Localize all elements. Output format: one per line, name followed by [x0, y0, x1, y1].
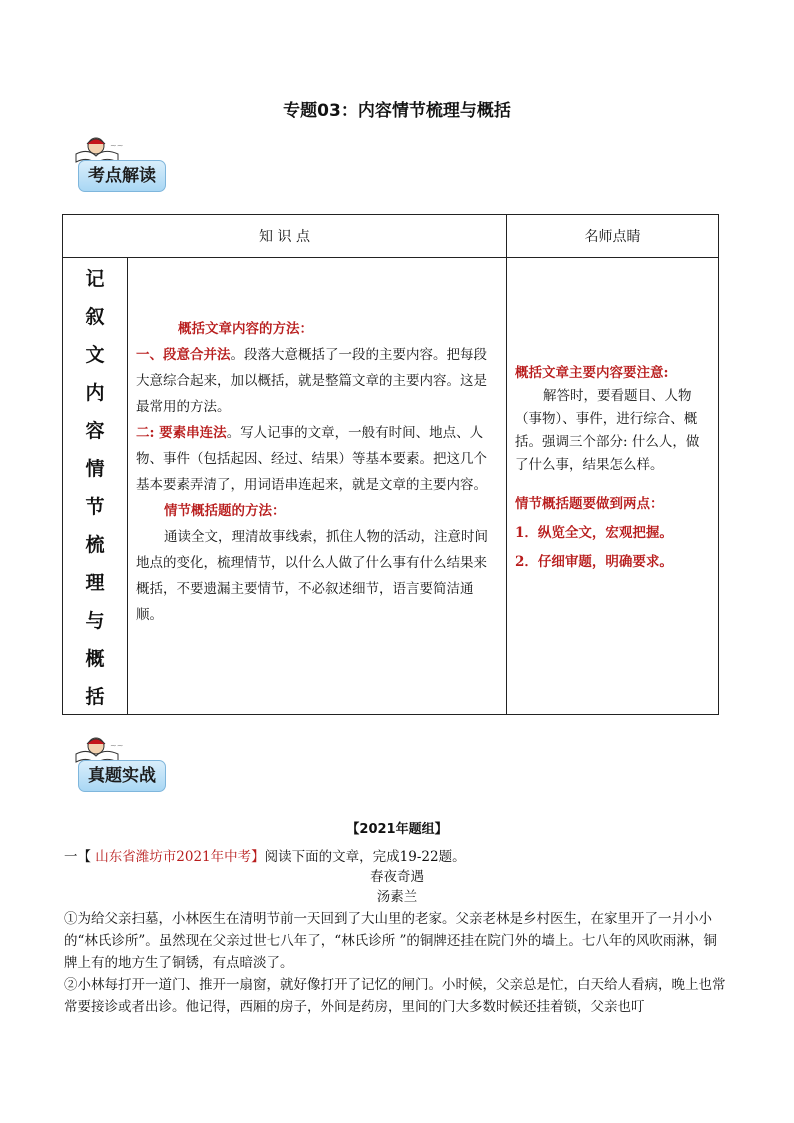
section-banner-kaodian	[70, 134, 170, 192]
vertical-char: 文	[85, 344, 105, 366]
year-group-heading: 【2021年题组】	[346, 822, 448, 837]
knowledge-table	[62, 214, 719, 715]
knowledge-cell	[128, 258, 507, 715]
vertical-char: 括	[85, 686, 105, 708]
story-title: 春夜奇遇	[370, 869, 424, 885]
svg-text:~~: ~~	[110, 741, 124, 750]
vertical-char: 容	[85, 420, 105, 442]
svg-text:~~: ~~	[110, 141, 124, 150]
vertical-topic-cell	[63, 258, 128, 715]
knowledge-heading-2: 情节概括题的方法：	[164, 503, 286, 519]
knowledge-heading-1: 概括文章内容的方法：	[178, 321, 313, 337]
story-paragraph-2: ②小林每打开一道门、推开一扇窗，就好像打开了记忆的闸门。小时候，父亲总是忙，白天给人看病，晚上也常常要接诊或者出诊。他记得，西厢的房子，外间是药房，里间的门大多数时候还挂着锁，父亲也叮	[64, 977, 726, 1015]
vertical-char: 叙	[85, 306, 105, 328]
vertical-char: 内	[85, 382, 105, 404]
section-banner-zhenti	[70, 734, 170, 792]
vertical-char: 理	[85, 572, 105, 594]
banner-label: 真题实战	[78, 760, 166, 792]
vertical-char: 节	[85, 496, 105, 518]
vertical-char: 梳	[85, 534, 105, 556]
tips-heading-2: 情节概括题要做到两点：	[515, 496, 664, 512]
question-source: 山东省潍坊市2021年中考】	[91, 849, 265, 865]
header-tips: 名师点睛	[507, 215, 719, 258]
tips-item-2: 2．仔细审题，明确要求。	[515, 554, 673, 570]
vertical-char: 概	[85, 648, 105, 670]
question-intro: 一【 山东省潍坊市2021年中考】阅读下面的文章，完成19-22题。	[64, 849, 466, 865]
tips-paragraph-1: 解答时，要看题目、人物（事物）、事件，进行综合、概括。强调三个部分: 什么人，做了什么事，结果怎么样。	[515, 388, 700, 473]
knowledge-paragraph-1: 一、段意合并法。段落大意概括了一段的主要内容。把每段大意综合起来，加以概括，就是整篇文章的主要内容。这是最常用的方法。	[136, 347, 487, 415]
vertical-char: 与	[85, 610, 105, 632]
tips-heading-1: 概括文章主要内容要注意:	[515, 365, 669, 381]
method-label-1: 一、段意合并法	[136, 347, 231, 363]
story-author: 汤素兰	[376, 889, 418, 905]
vertical-char: 记	[85, 268, 105, 290]
tips-item-1: 1．纵览全文，宏观把握。	[515, 525, 673, 541]
vertical-char: 情	[85, 458, 105, 480]
method-label-2: 二: 要素串连法	[136, 425, 227, 441]
page-title: 专题03：内容情节梳理与概括	[283, 101, 511, 121]
tips-cell	[507, 258, 719, 715]
header-knowledge: 知 识 点	[63, 215, 507, 258]
banner-label: 考点解读	[78, 160, 166, 192]
knowledge-paragraph-3: 通读全文，理清故事线索，抓住人物的活动，注意时间地点的变化，梳理情节，以什么人做了什么事有什么结果来概括，不要遗漏主要情节，不必叙述细节，语言要简洁通顺。	[136, 529, 488, 623]
story-paragraph-1: ①为给父亲扫墓，小林医生在清明节前一天回到了大山里的老家。父亲老林是乡村医生，在家里开了一爿小小的“林氏诊所”。虽然现在父亲过世七八年了，“林氏诊所 ”的铜牌还挂在院门外的墙上。七八年的风吹雨淋，铜牌上有的地方生了铜锈，有点暗淡了。	[64, 911, 717, 971]
knowledge-paragraph-2: 二: 要素串连法。写人记事的文章，一般有时间、地点、人物、事件（包括起因、经过、结果）等基本要素。把这几个基本要素弄清了，用词语串连起来，就是文章的主要内容。	[136, 425, 487, 493]
